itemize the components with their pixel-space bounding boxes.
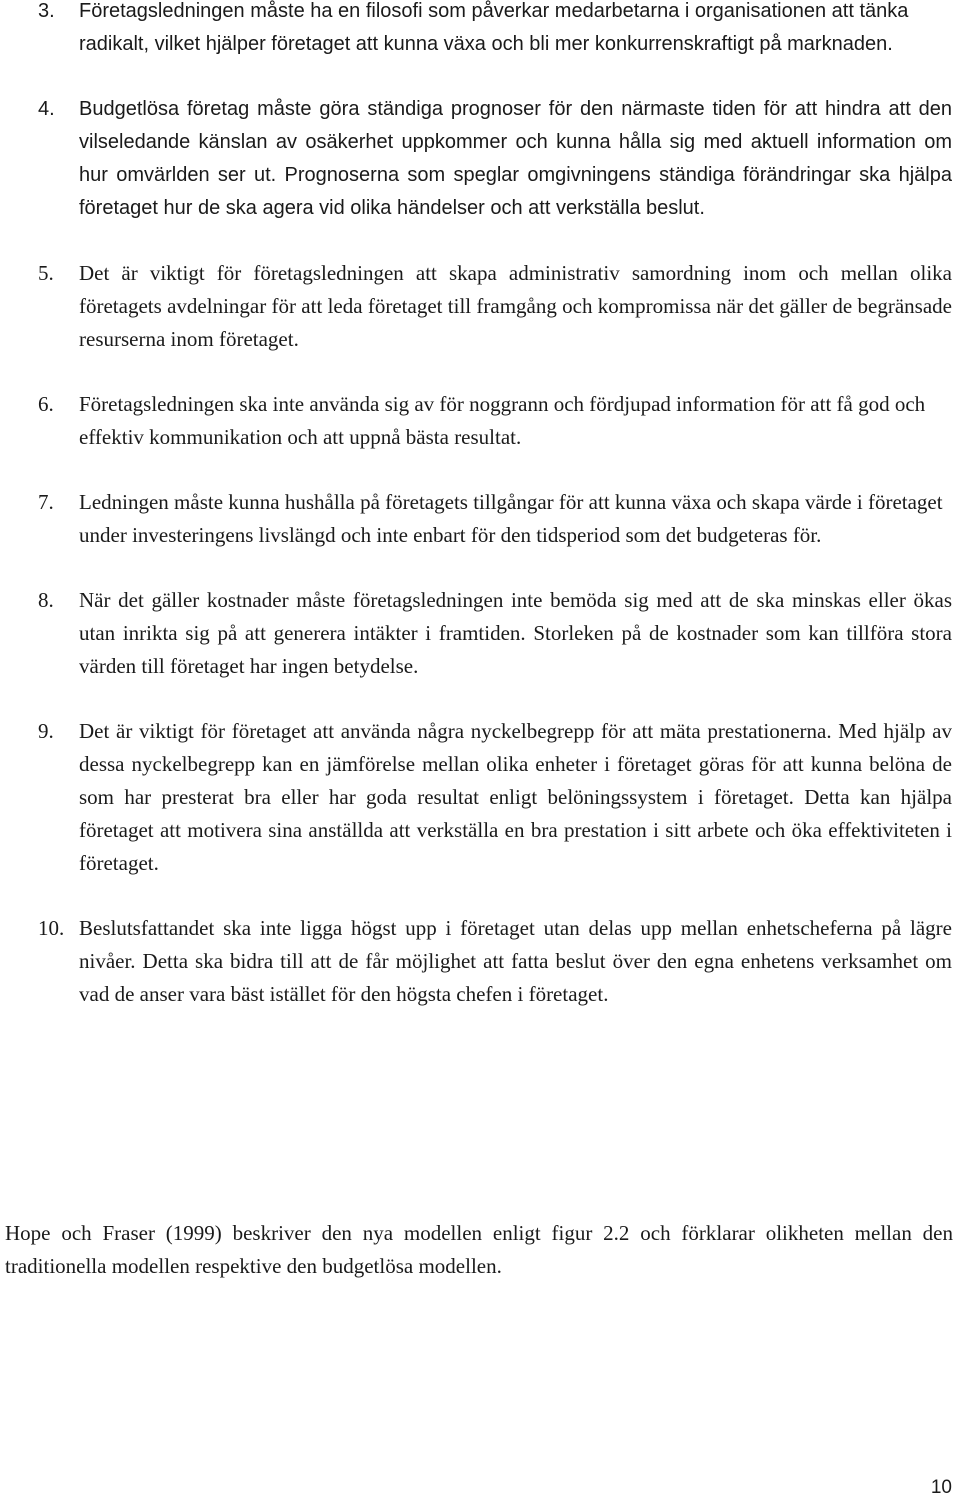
list-item-number: 9.: [38, 719, 54, 743]
list-item-number: 7.: [38, 490, 54, 514]
list-item-text: När det gäller kostnader måste företagsledningen inte bemöda sig med att de ska minskas eller ökas utan inrikta sig på att generera intäkter i framtiden. Storleken på de kostnader som kan tillföra stora värden till företaget har ingen betydelse.: [79, 588, 952, 678]
list-item-number: 6.: [38, 392, 54, 416]
list-item: [0, 486, 960, 552]
list-item: [0, 388, 960, 454]
list-item: [0, 0, 960, 61]
list-item: [0, 584, 960, 683]
closing-paragraph: Hope och Fraser (1999) beskriver den nya modellen enligt figur 2.2 och förklarar olikheten mellan den traditionella modellen respektive den budgetlösa modellen.: [5, 1221, 953, 1278]
list-item-number: 3.: [38, 0, 55, 22]
list-item-number: 8.: [38, 588, 54, 612]
list-item-text: Budgetlösa företag måste göra ständiga prognoser för den närmaste tiden för att hindra att den vilseledande känslan av osäkerhet uppkommer och kunna hålla sig med aktuell information om hur omvärlden ser ut. Prognoserna som speglar omgivningens ständiga förändringar ska hjälpa företaget hur de ska agera vid olika händelser och att verkställa beslut.: [79, 98, 952, 219]
list-item-number: 4.: [38, 98, 55, 120]
list-item-number: 10.: [38, 916, 65, 940]
list-item: [0, 912, 960, 1011]
list-item-text: Företagsledningen ska inte använda sig av för noggrann och fördjupad information för att få god och effektiv kommunikation och att uppnå bästa resultat.: [79, 392, 926, 449]
list-item-text: Det är viktigt för företagsledningen att skapa administrativ samordning inom och mellan olika företagets avdelningar för att leda företaget till framgång och kompromissa när det gäller de begränsade resurserna inom företaget.: [79, 261, 952, 351]
list-item-number: 5.: [38, 261, 54, 285]
list-item-text: Det är viktigt för företaget att använda några nyckelbegrepp för att mäta prestationerna. Med hjälp av dessa nyckelbegrepp kan en jämförelse mellan olika enheter i företaget göras för att kunna belöna de som har presterat bra eller har goda resultat enligt belöningssystem i företaget. Detta kan hjälpa företaget att motivera sina anställda att verkställa en bra prestation i sitt arbete och öka effektiviteten i företaget.: [79, 719, 952, 875]
list-item: [0, 93, 960, 225]
list-item-text: Beslutsfattandet ska inte ligga högst upp i företaget utan delas upp mellan enhetscheferna på lägre nivåer. Detta ska bidra till att de får möjlighet att fatta beslut över den egna enhetens verksamhet om vad de anser vara bäst istället för den högsta chefen i företaget.: [79, 916, 952, 1006]
list-item-text: Företagsledningen måste ha en filosofi som påverkar medarbetarna i organisationen att tänka radikalt, vilket hjälper företaget att kunna växa och bli mer konkurrenskraftigt på marknaden.: [79, 0, 909, 55]
list-item: [0, 257, 960, 356]
list-item-text: Ledningen måste kunna hushålla på företagets tillgångar för att kunna växa och skapa värde i företaget under investeringens livslängd och inte enbart för den tidsperiod som det budgeteras för.: [79, 490, 943, 547]
list-item: [0, 715, 960, 880]
page-number: 10: [930, 1477, 952, 1498]
